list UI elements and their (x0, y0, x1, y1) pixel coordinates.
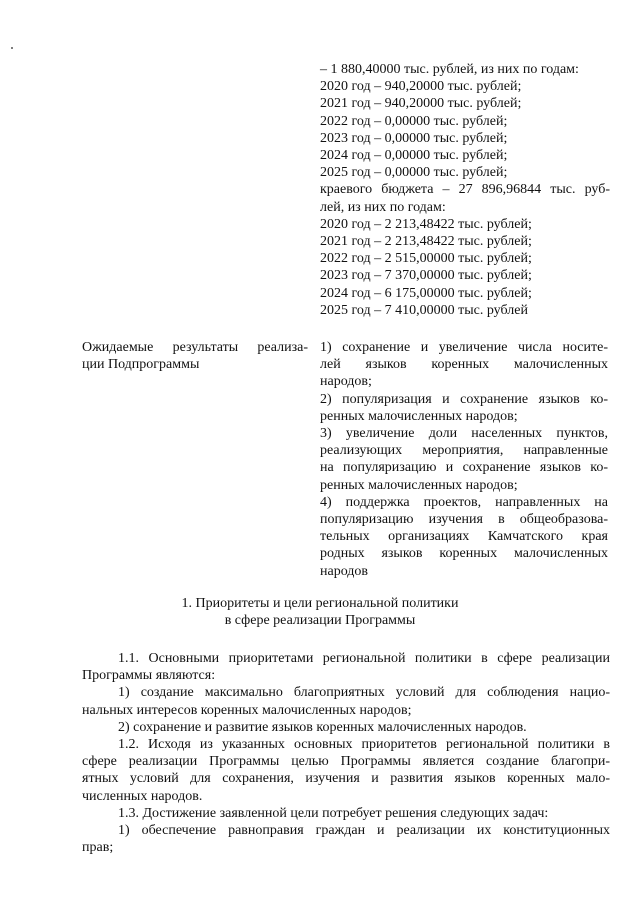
funding-line: 2024 год – 6 175,00000 тыс. рублей; (320, 285, 532, 301)
paragraph-line: 2) сохранение и развитие языков коренных малочисленных народов. (118, 719, 527, 735)
paragraph-line: 1.2. Исходя из указанных основных приоритетов региональной политики в (118, 737, 610, 753)
result-line: народов; (320, 374, 372, 390)
result-line: лей языков коренных малочисленных (320, 357, 608, 373)
result-line: тельных организациях Камчатского края (320, 529, 608, 545)
funding-line: 2022 год – 0,00000 тыс. рублей; (320, 113, 508, 129)
funding-line: краевого бюджета – 27 896,96844 тыс. руб- (320, 182, 610, 198)
expected-results-list (320, 339, 608, 580)
section-heading: 1. Приоритеты и цели региональной политики в сфере реализации Программы (181, 596, 459, 629)
paragraph-line: сфере реализации Программы целью Программы является создание благопри- (82, 754, 610, 770)
result-line: 1) сохранение и увеличение числа носите- (320, 340, 608, 355)
paragraph-line: численных народов. (82, 788, 203, 804)
funding-line: 2023 год – 0,00000 тыс. рублей; (320, 130, 508, 146)
funding-line: 2022 год – 2 515,00000 тыс. рублей; (320, 251, 532, 267)
paragraph-line: нальных интересов коренных малочисленных народов; (82, 702, 412, 718)
funding-line: – 1 880,40000 тыс. рублей, из них по годам: (320, 62, 579, 77)
result-line: родных языков коренных малочисленных (320, 546, 608, 562)
paragraph-line: прав; (82, 840, 114, 856)
funding-line: 2023 год – 7 370,00000 тыс. рублей; (320, 268, 532, 284)
result-line: популяризацию изучения в общеобразова- (320, 512, 608, 528)
scan-mark (11, 47, 13, 49)
paragraph-line: 1.3. Достижение заявленной цели потребует решения следующих задач: (118, 805, 549, 821)
result-line: ренных малочисленных народов; (320, 408, 518, 424)
funding-line: 2020 год – 940,20000 тыс. рублей; (320, 79, 522, 95)
funding-line: 2020 год – 2 213,48422 тыс. рублей; (320, 216, 532, 232)
expected-results-label: Ожидаемые результаты реализа- ции Подпрограммы (82, 340, 308, 373)
result-line: народов (320, 563, 369, 579)
funding-line: лей, из них по годам: (320, 199, 446, 215)
paragraph-line: 1.1. Основными приоритетами региональной политики в сфере реализации (118, 651, 610, 666)
funding-line: 2025 год – 7 410,00000 тыс. рублей (320, 302, 528, 318)
funding-block (320, 61, 610, 319)
paragraph-line: 1) создание максимально благоприятных условий для соблюдения нацио- (118, 685, 610, 701)
paragraph-line: ятных условий для сохранения, изучения и развития языков коренных мало- (82, 771, 610, 787)
funding-line: 2025 год – 0,00000 тыс. рублей; (320, 165, 508, 181)
funding-line: 2024 год – 0,00000 тыс. рублей; (320, 148, 508, 164)
result-line: 2) популяризация и сохранение языков ко- (320, 391, 608, 407)
result-line: 3) увеличение доли населенных пунктов, (320, 426, 608, 442)
funding-line: 2021 год – 2 213,48422 тыс. рублей; (320, 234, 532, 250)
section-body (82, 650, 610, 856)
result-line: на популяризацию и сохранение языков ко- (320, 460, 608, 476)
result-line: 4) поддержка проектов, направленных на (320, 494, 608, 510)
result-line: ренных малочисленных народов; (320, 477, 518, 493)
funding-line: 2021 год – 940,20000 тыс. рублей; (320, 96, 522, 112)
paragraph-line: 1) обеспечение равноправия граждан и реализации их конституционных (118, 823, 610, 839)
result-line: реализующих мероприятия, направленные (320, 443, 608, 459)
paragraph-line: Программы являются: (82, 668, 216, 684)
